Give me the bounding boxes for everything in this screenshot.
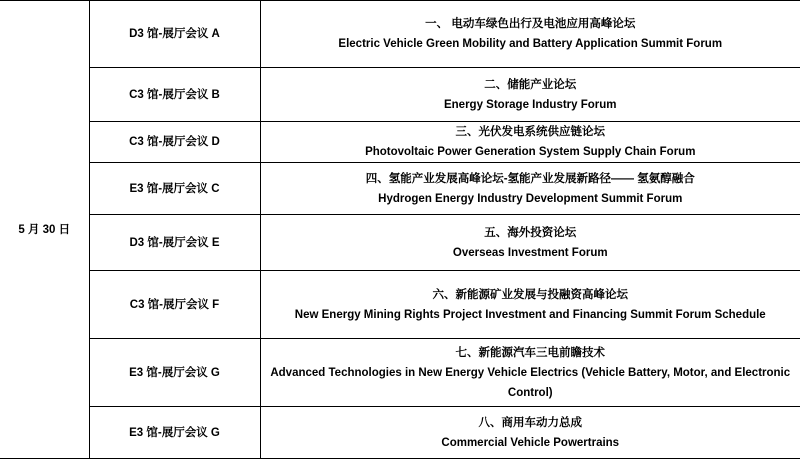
forum-cell <box>260 1 800 68</box>
venue-cell: D3 馆-展厅会议 A <box>89 1 260 68</box>
table-row <box>0 122 800 163</box>
forum-title-zh: 一、 电动车绿色出行及电池应用高峰论坛 <box>261 14 800 34</box>
forum-cell <box>260 122 800 163</box>
forum-title-en: Advanced Technologies in New Energy Vehicle Electrics (Vehicle Battery, Motor, and Electronic Control) <box>261 363 800 403</box>
forum-title-zh: 五、海外投资论坛 <box>261 223 800 243</box>
venue-cell: E3 馆-展厅会议 C <box>89 163 260 215</box>
forum-cell <box>260 407 800 459</box>
table-row <box>0 339 800 407</box>
forum-title-zh: 八、商用车动力总成 <box>261 413 800 433</box>
forum-title-en: Overseas Investment Forum <box>261 243 800 263</box>
forum-cell <box>260 68 800 122</box>
forum-title-zh: 六、新能源矿业发展与投融资高峰论坛 <box>261 285 800 305</box>
table-row <box>0 163 800 215</box>
table-row <box>0 271 800 339</box>
forum-title-zh: 二、储能产业论坛 <box>261 75 800 95</box>
forum-cell <box>260 163 800 215</box>
forum-title-en: Electric Vehicle Green Mobility and Battery Application Summit Forum <box>261 34 800 54</box>
forum-title-zh: 三、光伏发电系统供应链论坛 <box>261 122 800 142</box>
venue-cell: C3 馆-展厅会议 B <box>89 68 260 122</box>
venue-cell: C3 馆-展厅会议 F <box>89 271 260 339</box>
forum-cell <box>260 271 800 339</box>
venue-cell: D3 馆-展厅会议 E <box>89 215 260 271</box>
forum-cell <box>260 339 800 407</box>
forum-title-en: Hydrogen Energy Industry Development Summit Forum <box>261 189 800 209</box>
forum-title-zh: 七、新能源汽车三电前瞻技术 <box>261 343 800 363</box>
table-row <box>0 407 800 459</box>
table-row <box>0 1 800 68</box>
table-row <box>0 68 800 122</box>
forum-cell <box>260 215 800 271</box>
forum-title-en: New Energy Mining Rights Project Investment and Financing Summit Forum Schedule <box>261 305 800 325</box>
forum-title-zh: 四、氢能产业发展高峰论坛-氢能产业发展新路径—— 氢氨醇融合 <box>261 169 800 189</box>
venue-cell: E3 馆-展厅会议 G <box>89 339 260 407</box>
forum-title-en: Commercial Vehicle Powertrains <box>261 433 800 453</box>
forum-title-en: Photovoltaic Power Generation System Supply Chain Forum <box>261 142 800 162</box>
forum-title-en: Energy Storage Industry Forum <box>261 95 800 115</box>
venue-cell: E3 馆-展厅会议 G <box>89 407 260 459</box>
table-row <box>0 215 800 271</box>
date-cell: 5 月 30 日 <box>0 1 89 459</box>
venue-cell: C3 馆-展厅会议 D <box>89 122 260 163</box>
